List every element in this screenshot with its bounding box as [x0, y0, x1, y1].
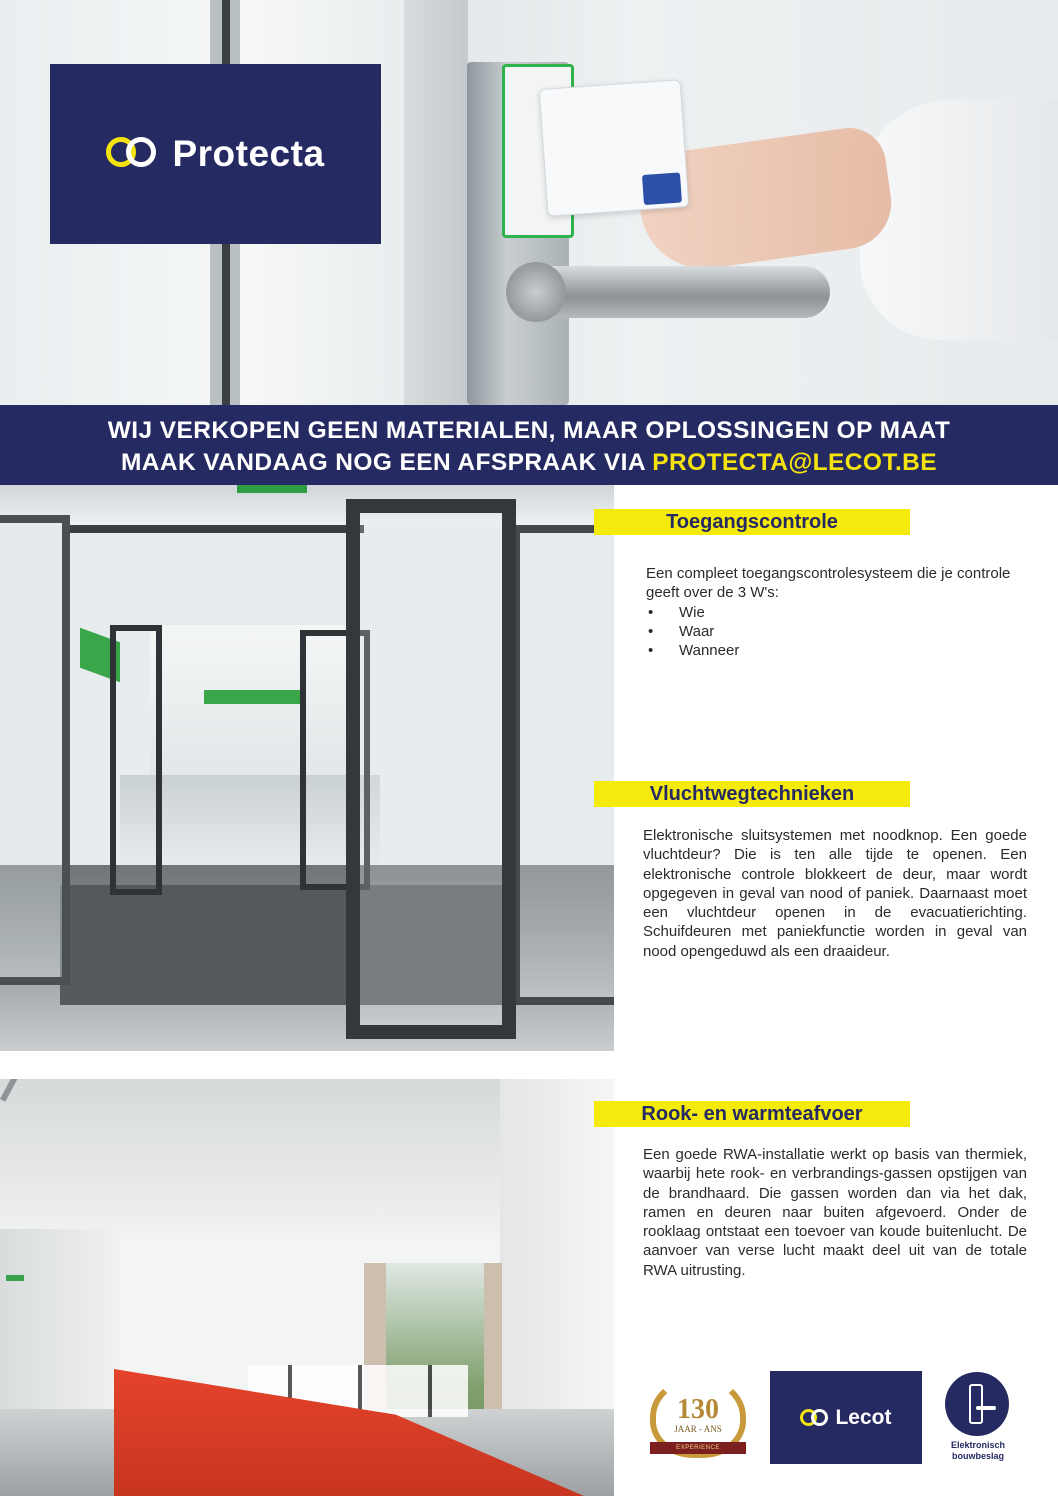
- exit-sign: [6, 1275, 24, 1281]
- electronic-hardware-badge: [938, 1372, 1018, 1472]
- access-card: [539, 79, 690, 217]
- section-intro: Een compleet toegangscontrolesysteem die je controle geeft over de 3 W's:: [646, 565, 1011, 602]
- banner-line-2: [0, 447, 1058, 479]
- anniversary-award-badge: [646, 1372, 750, 1470]
- award-subtitle: JAAR - ANS: [674, 1424, 722, 1434]
- photo-interior-hall: [0, 1079, 614, 1496]
- direction-sign: [204, 690, 304, 704]
- logo-text: Protecta: [172, 133, 325, 174]
- list-item: • Wie: [646, 603, 1026, 622]
- slogan-banner: [0, 405, 1058, 485]
- ceiling: [0, 485, 614, 525]
- section-text-toegangscontrole: [646, 564, 1026, 660]
- photo-glass-doors: [0, 485, 614, 1051]
- electronic-lock-icon: [945, 1372, 1009, 1436]
- badge-label-line-1: Elektronisch: [950, 1440, 1006, 1450]
- section-heading-rook-warmteafvoer: Rook- en warmteafvoer: [594, 1101, 910, 1127]
- door-header: [64, 525, 364, 541]
- lecot-logo-icon: [800, 1409, 830, 1427]
- list-item: • Wanneer: [646, 641, 1026, 660]
- list-item: • Waar: [646, 622, 1026, 641]
- badge-label: [938, 1440, 1018, 1462]
- exit-sign: [237, 485, 307, 493]
- handle-rose: [506, 262, 566, 322]
- door-main: [346, 499, 516, 1039]
- section-heading-toegangscontrole: Toegangscontrole: [594, 509, 910, 535]
- door-inner-left: [110, 625, 162, 895]
- banner-line-2-prefix: MAAK VANDAAG NOG EEN AFSPRAAK VIA: [120, 449, 653, 476]
- section-text-rook-warmteafvoer: Een goede RWA-installatie werkt op basis van thermiek, waarbij hete rook- en verbrandings-gassen opstijgen van de brandhaard. Die gassen worden dan via het dak, ramen en deuren naar buiten afgevoerd. Onder de rooklaag ontstaat een toevoer van koude buitenlucht. De aanvoer van verse lucht maakt deel uit van de totale RWA uitrusting.: [643, 1146, 1027, 1279]
- badge-label-line-2: bouwbeslag: [951, 1451, 1004, 1461]
- bullet-list: [646, 603, 1026, 661]
- coat-sleeve: [860, 100, 1058, 340]
- lecot-logo-text: Lecot: [835, 1405, 892, 1429]
- section-text-vluchtwegtechnieken: Elektronische sluitsystemen met noodknop. Een goede vluchtdeur? Die is ten alle tijde te openen. Een elektronische controle blokkeert de deur, maar wordt opgegeven in geval van nood of paniek. Daarnaast moet een vluchtdeur openen in de evacuatierichting. Schuifdeuren met paniekfunctie worden in geval van nood opengeduwd als een draaideur.: [643, 827, 1027, 960]
- door-post: [404, 0, 468, 405]
- protecta-logo: [50, 64, 381, 244]
- lecot-logo: [770, 1371, 922, 1464]
- door-left: [0, 515, 70, 985]
- side-panel: [512, 525, 614, 1005]
- section-heading-vluchtwegtechnieken: Vluchtwegtechnieken: [594, 781, 910, 807]
- protecta-logo-icon: [106, 137, 162, 171]
- award-number: 130: [677, 1394, 719, 1425]
- banner-line-1: WIJ VERKOPEN GEEN MATERIALEN, MAAR OPLOSSINGEN OP MAAT: [107, 417, 951, 444]
- award-ribbon: EXPERIENCE: [650, 1442, 746, 1454]
- contact-email[interactable]: PROTECTA@LECOT.BE: [652, 449, 938, 476]
